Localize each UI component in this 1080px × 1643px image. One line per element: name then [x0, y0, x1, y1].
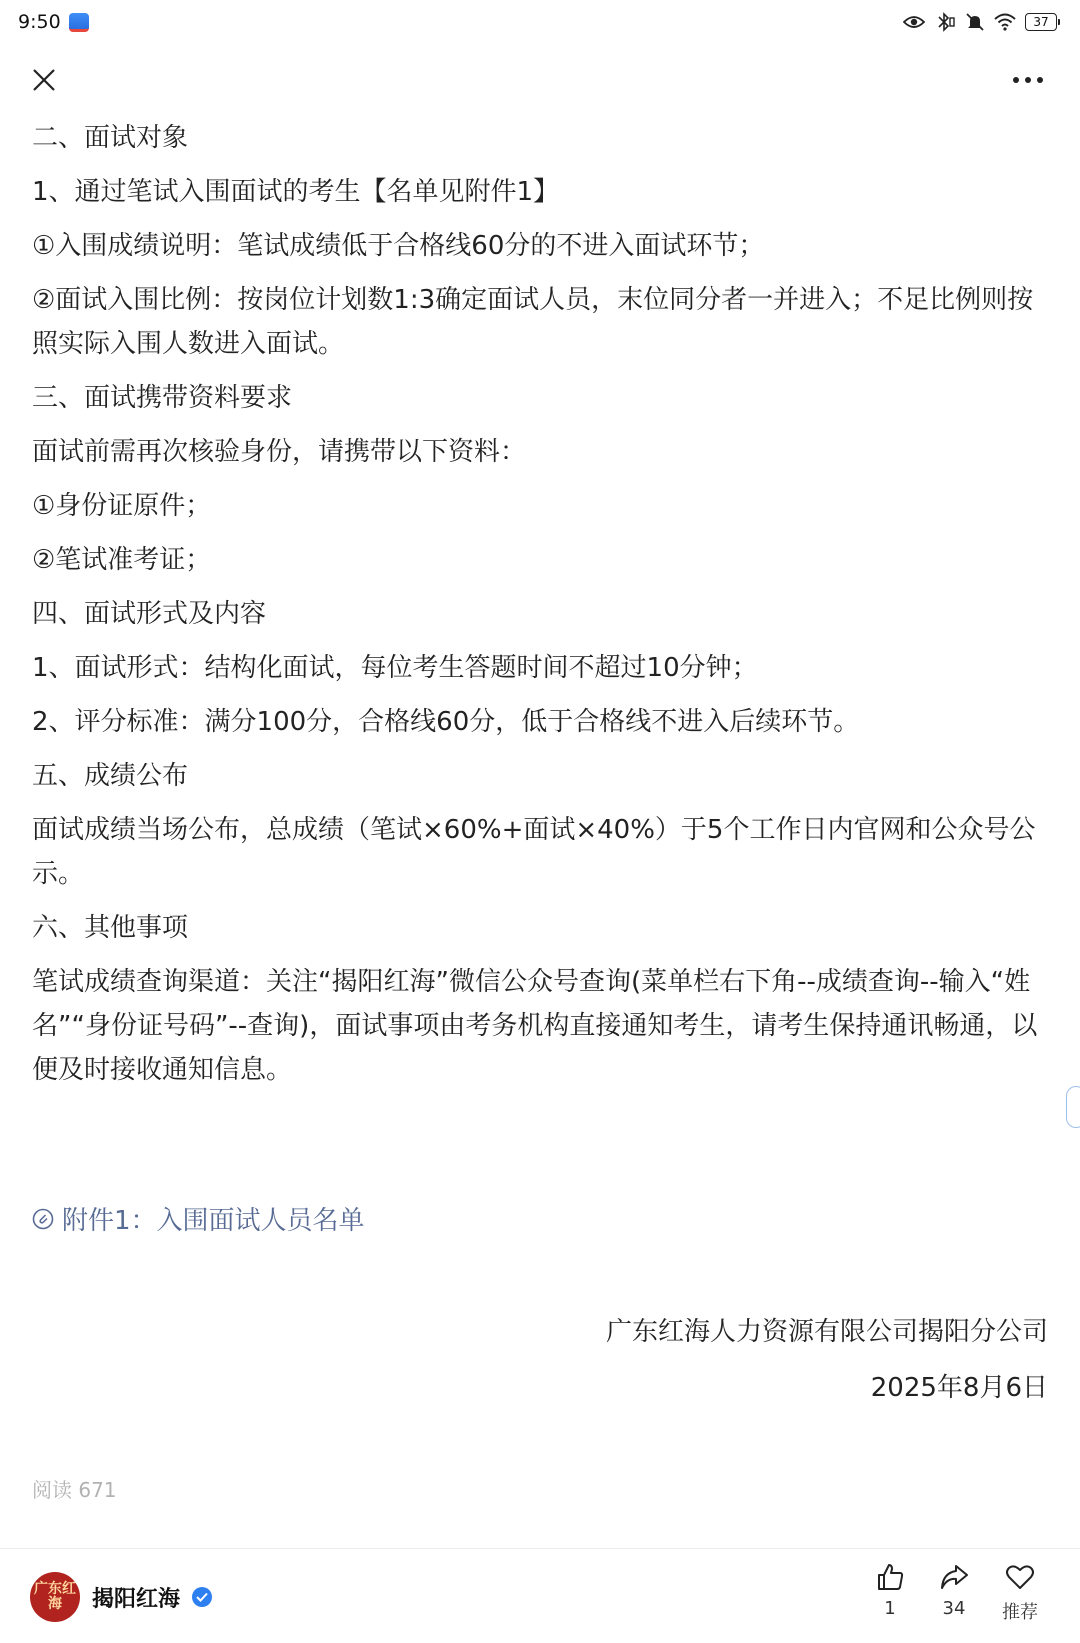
paragraph: 面试成绩当场公布，总成绩（笔试×60%+面试×40%）于5个工作日内官网和公众号公示。 [32, 815, 1036, 889]
section-heading-results: 五、成绩公布 [32, 761, 189, 791]
thumbs-up-icon [875, 1562, 905, 1592]
paragraph: ①入围成绩说明：笔试成绩低于合格线60分的不进入面试环节； [32, 231, 765, 261]
paragraph: 笔试成绩查询渠道：关注“揭阳红海”微信公众号查询(菜单栏右下角--成绩查询--输入“姓名”“身份证号码”--查询)，面试事项由考务机构直接通知考生，请考生保持通讯畅通，以便及时接收通知信息。 [32, 967, 1038, 1085]
read-count: 阅读 671 [32, 1478, 117, 1502]
verified-badge-icon [192, 1587, 212, 1607]
status-bar [0, 0, 1080, 44]
share-button[interactable] [924, 1562, 984, 1619]
share-arrow-icon [939, 1562, 969, 1592]
paragraph: ②笔试准考证； [32, 545, 212, 575]
paragraph: 面试前需再次核验身份，请携带以下资料： [32, 437, 527, 467]
section-heading-materials: 三、面试携带资料要求 [32, 383, 293, 413]
status-time: 9:50 [18, 11, 61, 33]
share-count: 34 [942, 1598, 966, 1619]
signature-org: 广东红海人力资源有限公司揭阳分公司 [605, 1317, 1048, 1347]
like-count: 1 [884, 1598, 896, 1619]
recommend-button[interactable] [990, 1562, 1050, 1624]
paragraph: 2、评分标准：满分100分，合格线60分，低于合格线不进入后续环节。 [32, 707, 860, 737]
top-bar [0, 50, 1080, 120]
like-button[interactable] [860, 1562, 920, 1619]
more-dots-icon [1012, 76, 1044, 84]
account-name[interactable]: 揭阳红海 [92, 1586, 181, 1612]
attachment-clip-icon [32, 1208, 54, 1230]
battery-tip [1058, 19, 1060, 25]
more-options-button[interactable] [1006, 60, 1050, 100]
paragraph: ②面试入围比例：按岗位计划数1:3确定面试人员，末位同分者一并进入；不足比例则按照实际入围人数进入面试。 [32, 285, 1034, 359]
bluetooth-vibrate-icon [934, 12, 956, 32]
close-icon [31, 67, 57, 93]
battery-indicator [1025, 13, 1060, 31]
status-right [903, 12, 1060, 32]
signature-date: 2025年8月6日 [870, 1373, 1048, 1403]
paragraph: 1、面试形式：结构化面试，每位考生答题时间不超过10分钟； [32, 653, 758, 683]
paragraph: ①身份证原件； [32, 491, 212, 521]
signature-block [606, 1304, 1048, 1416]
close-button[interactable] [24, 60, 64, 100]
section-heading-other: 六、其他事项 [32, 913, 189, 943]
avatar[interactable]: 广东红海 [30, 1572, 80, 1622]
section-heading-interview-format: 四、面试形式及内容 [32, 599, 267, 629]
account-info[interactable] [30, 1572, 212, 1622]
scroll-handle[interactable] [1066, 1086, 1080, 1128]
app-notification-icon [69, 13, 89, 32]
attachment-link[interactable] [32, 1200, 365, 1237]
paragraph: 1、通过笔试入围面试的考生【名单见附件1】 [32, 177, 560, 207]
battery-level: 37 [1025, 13, 1057, 31]
eye-icon [903, 14, 925, 30]
attachment-label: 附件1：入围面试人员名单 [62, 1206, 365, 1236]
recommend-label: 推荐 [1002, 1602, 1038, 1623]
section-heading-interview-targets: 二、面试对象 [32, 123, 189, 153]
mute-bell-icon [965, 12, 985, 32]
status-left [18, 11, 89, 33]
bottom-divider [0, 1548, 1080, 1549]
bottom-bar [0, 1552, 1080, 1643]
article-body [32, 116, 1052, 1102]
heart-icon [1005, 1562, 1035, 1592]
wifi-icon [994, 13, 1016, 31]
